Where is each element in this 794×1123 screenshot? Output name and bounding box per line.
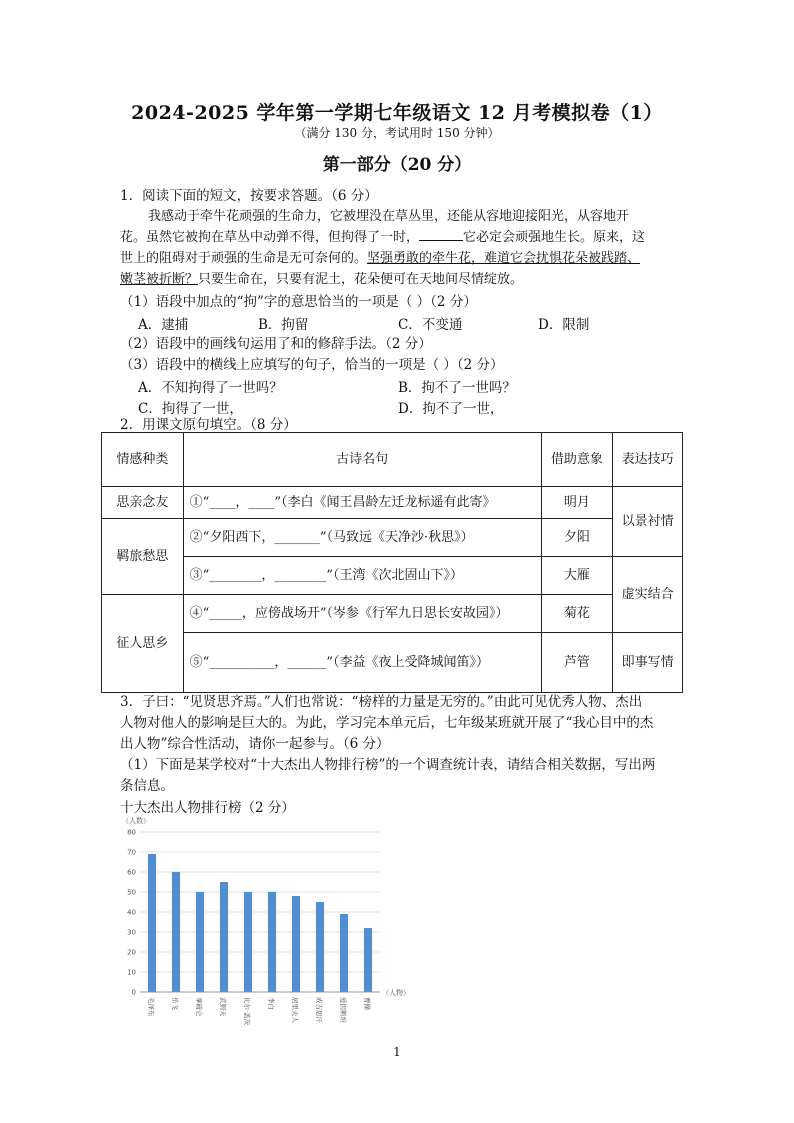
q1-sub1-option-d[interactable]: D．限制 xyxy=(538,317,590,333)
y-tick-label: 40 xyxy=(127,908,136,917)
y-tick-label: 10 xyxy=(127,968,136,977)
y-tick-label: 80 xyxy=(127,828,136,837)
passage-text: 它必定会顽强地生长。原来，这 xyxy=(463,230,646,245)
q2-stem: 2．用课文原句填空。（8 分） xyxy=(120,417,297,433)
q1-sub3-option-c[interactable]: C．拘得了一世， xyxy=(138,401,243,417)
exam-info: （满分 130 分，考试用时 150 分钟） xyxy=(294,126,500,140)
bar xyxy=(292,896,300,992)
q1-passage-line-2 xyxy=(120,228,645,248)
x-tick-label: 爱因斯坦 xyxy=(339,997,347,1023)
q1-sub1: （1）语段中加点的“拘”字的意思恰当的一项是（ ）（2 分） xyxy=(120,294,477,310)
technique-cell: 以景衬情 xyxy=(613,487,683,557)
q3-stem-line-3: 出人物”综合性活动，请你一起参与。（6 分） xyxy=(120,736,390,752)
bar xyxy=(148,854,156,992)
y-tick-label: 70 xyxy=(127,848,136,857)
passage-text: 只要生命在，只要有泥土，花朵便可在天地间尽情绽放。 xyxy=(198,272,524,287)
bar xyxy=(340,914,348,992)
table-header: 古诗名句 xyxy=(183,433,541,487)
technique-cell: 虚实结合 xyxy=(613,557,683,633)
page-number: 1 xyxy=(393,1045,401,1059)
bar xyxy=(172,872,180,992)
poem-fill-cell[interactable]: ⑤“__________，______”（李益《夜上受降城闻笛》） xyxy=(183,633,541,693)
q1-sub1-option-c[interactable]: C．不变通 xyxy=(398,317,463,333)
q1-sub1-option-a[interactable]: A．逮捕 xyxy=(138,317,189,333)
q1-sub3-option-d[interactable]: D．拘不了一世， xyxy=(398,401,504,417)
underlined-sentence: 嫩茎被折断？ xyxy=(120,272,199,287)
image-cell: 夕阳 xyxy=(541,519,613,557)
passage-blank[interactable] xyxy=(419,228,463,241)
q1-sub3-option-b[interactable]: B．拘不了一世吗？ xyxy=(398,380,516,396)
y-axis-label: （人数） xyxy=(122,817,150,825)
bar xyxy=(196,892,204,992)
x-tick-label: 毛泽东 xyxy=(147,997,155,1017)
passage-text: 世上的阻碍对于顽强的生命是无可奈何的。 xyxy=(120,251,368,266)
chart-caption: 十大杰出人物排行榜（2 分） xyxy=(120,800,295,816)
underlined-sentence: 坚强勇敢的牵牛花，难道它会扰惧花朵被践踏、 xyxy=(367,251,641,266)
bar xyxy=(244,892,252,992)
poem-table xyxy=(101,432,683,693)
q1-sub3: （3）语段中的横线上应填写的句子，恰当的一项是（ ）（2 分） xyxy=(120,357,504,373)
q1-passage-line-1: 我感动于牵牛花顽强的生命力，它被埋没在草丛里，还能从容地迎接阳光，从容地开 xyxy=(148,209,630,224)
chart-x-ticks xyxy=(147,997,372,1026)
x-tick-label: 李白 xyxy=(267,997,275,1010)
q1-passage-line-3 xyxy=(120,249,640,269)
poem-fill-cell[interactable]: ③“________，________”（王湾《次北固山下》） xyxy=(183,557,541,595)
part-heading: 第一部分（20 分） xyxy=(322,155,472,175)
x-tick-label: 武则天 xyxy=(219,997,227,1017)
chart-bars xyxy=(148,854,372,992)
image-cell: 大雁 xyxy=(541,557,613,595)
passage-text: 花。虽然它被拘在草丛中动弹不得，但拘得了一时， xyxy=(120,230,420,245)
q1-sub1-option-b[interactable]: B．拘留 xyxy=(258,317,309,333)
y-tick-label: 60 xyxy=(127,868,136,877)
q1-passage-line-4 xyxy=(120,270,523,290)
x-tick-label: 岳飞 xyxy=(171,997,179,1010)
page-title: 2024-2025 学年第一学期七年级语文 12 月考模拟卷（1） xyxy=(131,102,663,124)
bar xyxy=(220,882,228,992)
y-tick-label: 50 xyxy=(127,888,136,897)
table-header: 表达技巧 xyxy=(613,433,683,487)
q1-sub2: （2）语段中的画线句运用了和的修辞手法。（2 分） xyxy=(120,336,432,352)
table-header: 情感种类 xyxy=(102,433,184,487)
q3-stem-line-1: 3．子曰：“见贤思齐焉。”人们也常说：“榜样的力量是无穷的。”由此可见优秀人物、杰出 xyxy=(120,694,643,710)
ranking-bar-chart xyxy=(112,814,410,1034)
image-cell: 菊花 xyxy=(541,595,613,633)
emotion-cell: 思亲念友 xyxy=(102,487,184,519)
table-header: 借助意象 xyxy=(541,433,613,487)
poem-fill-cell[interactable]: ④“_____，应傍战场开”（岑参《行军九日思长安故园》） xyxy=(183,595,541,633)
image-cell: 明月 xyxy=(541,487,613,519)
q3-stem-line-2: 人物对他人的影响是巨大的。为此，学习完本单元后，七年级某班就开展了“我心目中的杰 xyxy=(120,715,654,731)
y-tick-label: 20 xyxy=(127,948,136,957)
poem-fill-cell[interactable]: ①“____，____”（李白《闻王昌龄左迁龙标遥有此寄》 xyxy=(183,487,541,519)
image-cell: 芦管 xyxy=(541,633,613,693)
x-tick-label: 比尔·盖茨 xyxy=(243,997,251,1026)
y-tick-label: 30 xyxy=(127,928,136,937)
q1-sub3-option-a[interactable]: A．不知拘得了一世吗？ xyxy=(138,380,283,396)
q3-sub1-line-2: 条信息。 xyxy=(120,778,174,794)
technique-cell: 即事写情 xyxy=(613,633,683,693)
emotion-cell: 羁旅愁思 xyxy=(102,519,184,595)
x-tick-label: 居里夫人 xyxy=(291,997,299,1023)
bar xyxy=(268,892,276,992)
bar xyxy=(316,902,324,992)
x-tick-label: 成吉思汗 xyxy=(315,997,323,1023)
chart-y-ticks xyxy=(127,829,136,997)
q3-sub1-line-1: （1）下面是某学校对“十大杰出人物排行榜”的一个调查统计表，请结合相关数据，写出两 xyxy=(120,757,656,773)
x-tick-label: 拿破仑 xyxy=(195,997,203,1017)
q1-stem: 1．阅读下面的短文，按要求答题。（6 分） xyxy=(120,188,378,204)
y-tick-label: 0 xyxy=(131,988,136,997)
emotion-cell: 征人思乡 xyxy=(102,595,184,693)
poem-fill-cell[interactable]: ②“夕阳西下，_______”（马致远《天净沙·秋思》） xyxy=(183,519,541,557)
bar xyxy=(364,928,372,992)
x-tick-label: 曹操 xyxy=(363,997,371,1010)
x-axis-label: （人物） xyxy=(382,989,410,997)
